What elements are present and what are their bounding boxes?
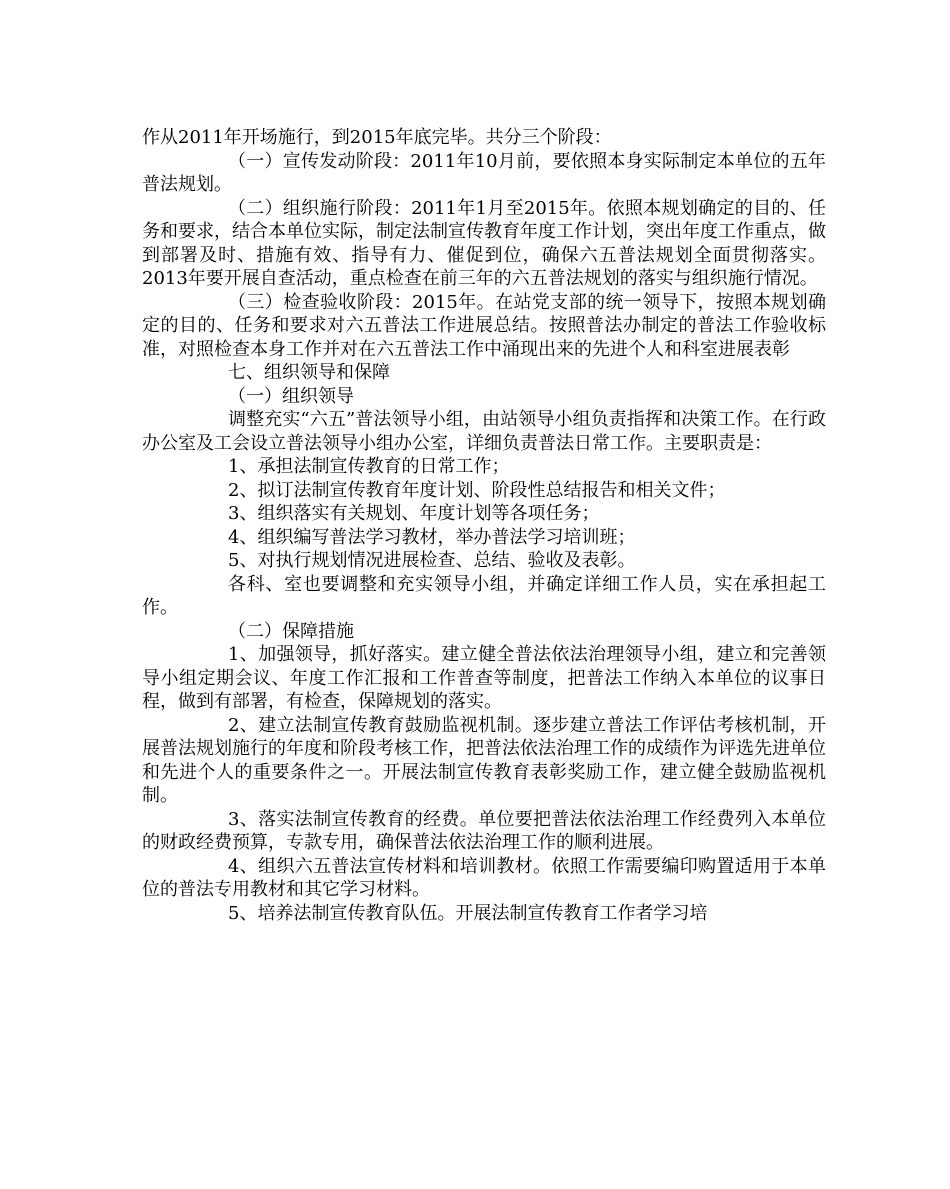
subheading-safeguards: （二）保障措施 <box>228 620 354 642</box>
duty-item-5: 5、对执行规划情况进展检查、总结、验收及表彰。 <box>228 550 636 571</box>
duty-item-4: 4、组织编写普法学习教材，举办普法学习培训班； <box>228 526 636 548</box>
safeguard-item-1: 1、加强领导，抓好落实。建立健全普法依法治理领导小组，建立和完善领导小组定期会议、年度工作汇报和工作普查等制度，把普法工作纳入本单位的议事日程，做到有部署，有检查，保障规划的落实。 <box>142 644 826 712</box>
paragraph-stage-intro: 作从2011年开场施行，到2015年底完毕。共分三个阶段： <box>142 127 612 148</box>
safeguard-item-5: 5、培养法制宣传教育队伍。开展法制宣传教育工作者学习培 <box>228 902 708 924</box>
paragraph-stage-three: （三）检查验收阶段：2015年。在站党支部的统一领导下，按照本规划确定的目的、任务和要求对六五普法工作进展总结。按照普法办制定的普法工作验收标准，对照检查本身工作并对在六五普法工作中涌现出来的先进个人和科室进展表彰 <box>142 291 826 360</box>
safeguard-item-3: 3、落实法制宣传教育的经费。单位要把普法依法治理工作经费列入本单位的财政经费预算，专款专用，确保普法依法治理工作的顺利进展。 <box>142 808 826 853</box>
section-heading-organization: 七、组织领导和保障 <box>228 362 390 383</box>
paragraph-leadership-group: 调整充实“六五”普法领导小组，由站领导小组负责指挥和决策工作。在行政办公室及工会设立普法领导小组办公室，详细负责普法日常工作。主要职责是： <box>142 409 826 454</box>
paragraph-stage-two: （二）组织施行阶段：2011年1月至2015年。依照本规划确定的目的、任务和要求，结合本单位实际，制定法制宣传教育年度工作计划，突出年度工作重点，做到部署及时、措施有效、指导有力、催促到位，确保六五普法规划全面贯彻落实。2013年要开展自查活动，重点检查在前三年的六五普法规划的落实与组织施行情况。 <box>142 197 826 289</box>
safeguard-item-2: 2、建立法制宣传教育鼓励监视机制。逐步建立普法工作评估考核机制，开展普法规划施行的年度和阶段考核工作，把普法依法治理工作的成绩作为评选先进单位和先进个人的重要条件之一。开展法制宣传教育表彰奖励工作，建立健全鼓励监视机制。 <box>142 714 826 806</box>
safeguard-item-4: 4、组织六五普法宣传材料和培训教材。依照工作需要编印购置适用于本单位的普法专用教材和其它学习材料。 <box>142 855 826 900</box>
duty-item-2: 2、拟订法制宣传教育年度计划、阶段性总结报告和相关文件； <box>228 479 726 501</box>
paragraph-department-groups: 各科、室也要调整和充实领导小组，并确定详细工作人员，实在承担起工作。 <box>142 573 826 618</box>
duty-item-3: 3、组织落实有关规划、年度计划等各项任务； <box>228 503 600 524</box>
duty-item-1: 1、承担法制宣传教育的日常工作； <box>228 456 510 477</box>
subheading-leadership: （一）组织领导 <box>228 385 354 407</box>
document-page <box>142 126 826 925</box>
paragraph-stage-one: （一）宣传发动阶段：2011年10月前，要依照本身实际制定本单位的五年普法规划。 <box>142 150 826 195</box>
